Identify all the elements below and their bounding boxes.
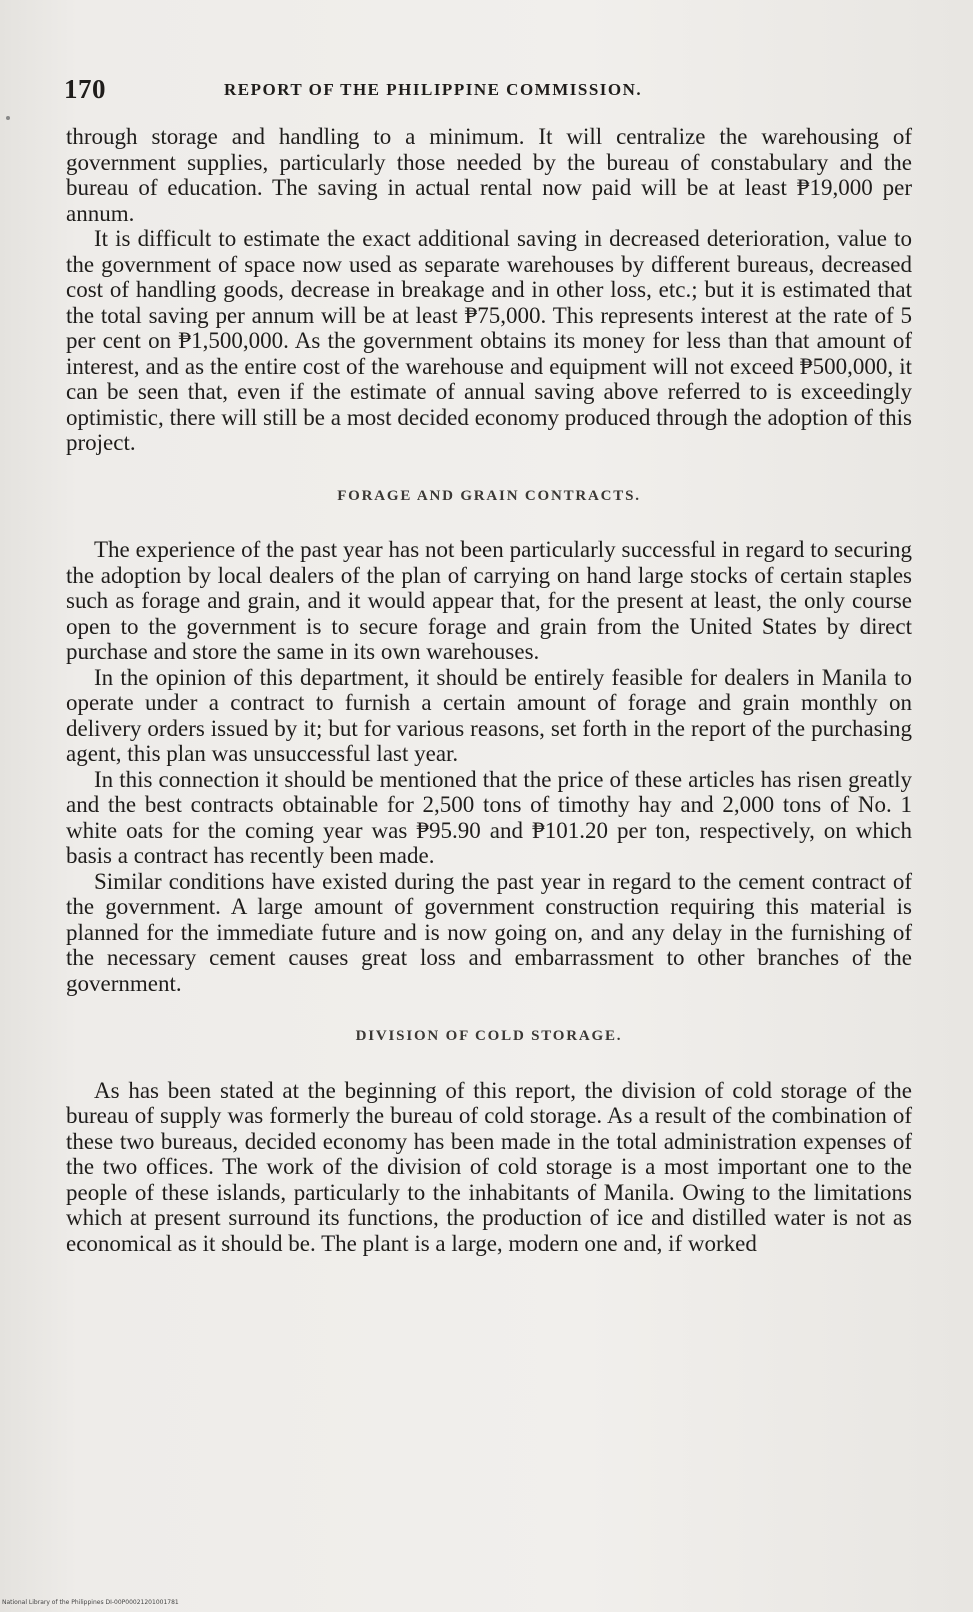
paragraph: It is difficult to estimate the exact additional saving in decreased deterioration, value to the government of space now used as separate warehouses by different bureaus, decreased cost of handling goods, decrease in breakage and in other loss, etc.; but it is estimated that the total saving per annum will be at least ₱75,000. This represents interest at the rate of 5 per cent on ₱1,500,000. As the government obtains its money for less than that amount of interest, and as the entire cost of the warehouse and equipment will not exceed ₱500,000, it can be seen that, even if the estimate of annual saving above referred to is exceedingly optimistic, there will still be a most decided economy produced through the adoption of this project. bbox=[66, 226, 912, 455]
paragraph: The experience of the past year has not been particularly successful in regard to securing the adoption by local dealers of the plan of carrying on hand large stocks of certain staples such as forage and grain, and it would appear that, for the present at least, the only course open to the government is to secure forage and grain from the United States by direct purchase and store the same in its own warehouses. bbox=[66, 537, 912, 664]
paragraph: Similar conditions have existed during the past year in regard to the cement contract of the government. A large amount of government construction requiring this material is planned for the immediate future and is now going on, and any delay in the furnishing of the necessary cement causes great loss and embarrassment to other branches of the government. bbox=[66, 868, 912, 996]
paragraph: In the opinion of this department, it should be entirely feasible for dealers in Manila to operate under a contract to furnish a certain amount of forage and grain monthly on delivery orders issued by it; but for various reasons, set forth in the report of the purchasing agent, this plan was unsuccessful last year. bbox=[66, 664, 912, 766]
paragraph: In this connection it should be mentioned that the price of these articles has risen greatly and the best contracts obtainable for 2,500 tons of timothy hay and 2,000 tons of No. 1 white oats for the coming year was ₱95.90 and ₱101.20 per ton, respectively, on which basis a contract has recently been made. bbox=[66, 766, 912, 868]
scan-credit: National Library of the Philippines DI-00P00021201001781 bbox=[2, 1599, 179, 1606]
section-heading-forage: FORAGE AND GRAIN CONTRACTS. bbox=[337, 487, 641, 504]
margin-speck bbox=[6, 116, 10, 120]
running-head: REPORT OF THE PHILIPPINE COMMISSION. bbox=[224, 80, 643, 99]
page-header bbox=[64, 74, 904, 114]
page-number: 170 bbox=[64, 74, 106, 104]
body-text bbox=[66, 124, 912, 1256]
section-heading-cold-storage: DIVISION OF COLD STORAGE. bbox=[355, 1028, 623, 1044]
paragraph: As has been stated at the beginning of this report, the division of cold storage of the bureau of supply was formerly the bureau of cold storage. As a result of the combination of these two bureaus, decided economy has been made in the total administration expenses of the two offices. The work of the division of cold storage is a most important one to the people of these islands, particularly to the inhabitants of Manila. Owing to the limitations which at present surround its functions, the production of ice and distilled water is not as economical as it should be. The plant is a large, modern one and, if worked bbox=[66, 1077, 912, 1256]
paragraph: through storage and handling to a minimum. It will centralize the warehousing of government supplies, particularly those needed by the bureau of constabulary and the bureau of education. The saving in actual rental now paid will be at least ₱19,000 per annum. bbox=[66, 124, 912, 226]
